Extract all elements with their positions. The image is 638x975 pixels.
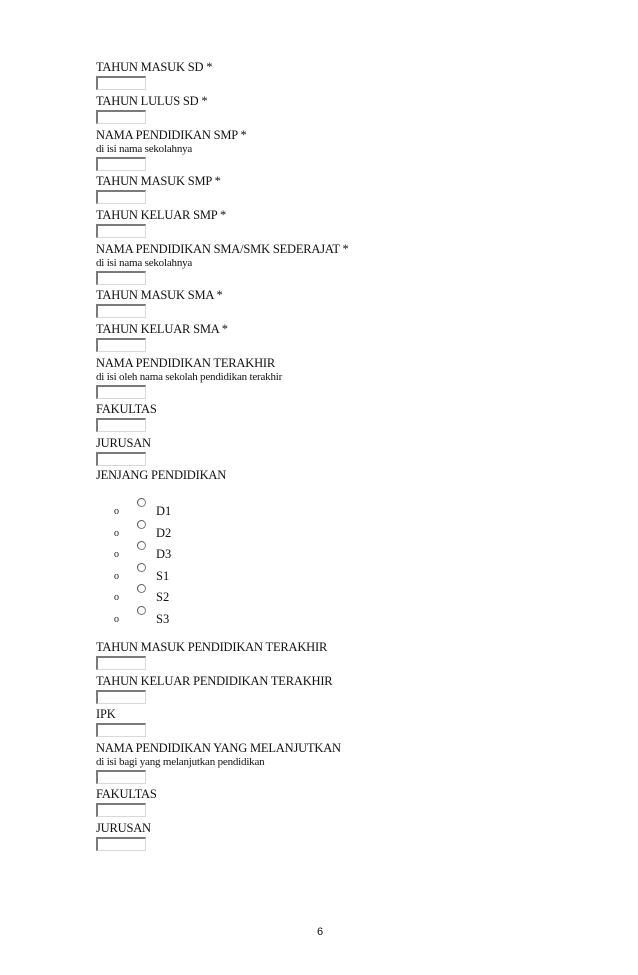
field-label: TAHUN MASUK SMA *	[96, 288, 223, 302]
page-number: 6	[316, 926, 324, 938]
radio-button[interactable]	[137, 563, 146, 572]
field-label: TAHUN LULUS SD *	[96, 94, 208, 108]
field-hint: di isi bagi yang melanjutkan pendidikan	[96, 756, 265, 768]
radio-option-d1[interactable]	[96, 497, 396, 519]
radio-option-s1[interactable]	[96, 562, 396, 584]
text-input[interactable]	[96, 338, 146, 352]
field-label: NAMA PENDIDIKAN TERAKHIR	[96, 356, 275, 370]
field-tahun-keluar-smp	[96, 208, 516, 238]
text-input[interactable]	[96, 157, 146, 171]
field-label: TAHUN KELUAR PENDIDIKAN TERAKHIR	[96, 674, 333, 688]
field-label: FAKULTAS	[96, 787, 157, 801]
field-label: TAHUN MASUK SD *	[96, 60, 213, 74]
text-input[interactable]	[96, 385, 146, 399]
text-input[interactable]	[96, 452, 146, 466]
field-label: IPK	[96, 707, 116, 721]
text-input[interactable]	[96, 190, 146, 204]
text-input[interactable]	[96, 723, 146, 737]
radio-label: S1	[156, 568, 170, 583]
field-jurusan	[96, 436, 516, 466]
field-label: TAHUN KELUAR SMA *	[96, 322, 228, 336]
field-fakultas	[96, 402, 516, 432]
text-input[interactable]	[96, 418, 146, 432]
radio-label: D1	[156, 504, 172, 518]
text-input[interactable]	[96, 271, 146, 285]
list-bullet: o	[114, 527, 119, 539]
field-ipk	[96, 707, 516, 737]
text-input[interactable]	[96, 110, 146, 124]
field-label: NAMA PENDIDIKAN SMP *	[96, 128, 247, 142]
radio-label: S2	[156, 590, 170, 605]
field-hint: di isi nama sekolahnya	[96, 257, 193, 269]
radio-button[interactable]	[137, 584, 146, 593]
list-bullet: o	[114, 592, 119, 604]
field-tahun-lulus-sd	[96, 94, 516, 124]
field-hint: di isi nama sekolahnya	[96, 143, 193, 155]
field-jenjang-pendidikan	[96, 468, 516, 483]
field-nama-terakhir	[96, 356, 516, 399]
text-input[interactable]	[96, 803, 146, 817]
field-tahun-masuk-smp	[96, 174, 516, 204]
radio-button[interactable]	[137, 498, 146, 507]
radio-label: S3	[156, 611, 170, 626]
field-tahun-masuk-sma	[96, 288, 516, 318]
radio-option-s2[interactable]	[96, 583, 396, 605]
field-nama-smp	[96, 128, 516, 171]
radio-option-d2[interactable]	[96, 519, 396, 541]
text-input[interactable]	[96, 690, 146, 704]
field-label: TAHUN KELUAR SMP *	[96, 208, 227, 222]
list-bullet: o	[114, 570, 119, 582]
field-jurusan-lanjut	[96, 821, 516, 851]
text-input[interactable]	[96, 76, 146, 90]
list-bullet: o	[114, 506, 119, 517]
field-tahun-keluar-sma	[96, 322, 516, 352]
field-label: NAMA PENDIDIKAN YANG MELANJUTKAN	[96, 741, 341, 755]
field-label: NAMA PENDIDIKAN SMA/SMK SEDERAJAT *	[96, 242, 349, 256]
field-label: FAKULTAS	[96, 402, 157, 416]
field-label: TAHUN MASUK SMP *	[96, 174, 221, 188]
radio-option-d3[interactable]	[96, 540, 396, 562]
field-tahun-masuk-terakhir	[96, 640, 516, 670]
field-tahun-masuk-sd	[96, 60, 516, 90]
text-input[interactable]	[96, 837, 146, 851]
text-input[interactable]	[96, 224, 146, 238]
radio-button[interactable]	[137, 606, 146, 615]
text-input[interactable]	[96, 304, 146, 318]
radio-button[interactable]	[137, 520, 146, 529]
jenjang-radio-group	[96, 497, 396, 627]
field-nama-lanjut	[96, 741, 516, 784]
field-fakultas-lanjut	[96, 787, 516, 817]
radio-label: D2	[156, 525, 172, 540]
radio-option-s3[interactable]	[96, 605, 396, 627]
radio-label: D3	[156, 547, 172, 562]
field-label: JURUSAN	[96, 436, 151, 450]
radio-button[interactable]	[137, 541, 146, 550]
field-label: JENJANG PENDIDIKAN	[96, 468, 227, 482]
list-bullet: o	[114, 549, 119, 561]
field-tahun-keluar-terakhir	[96, 674, 516, 704]
list-bullet: o	[114, 613, 119, 625]
text-input[interactable]	[96, 656, 146, 670]
field-hint: di isi oleh nama sekolah pendidikan terakhir	[96, 371, 283, 383]
field-nama-sma	[96, 242, 516, 285]
text-input[interactable]	[96, 770, 146, 784]
field-label: JURUSAN	[96, 821, 151, 835]
field-label: TAHUN MASUK PENDIDIKAN TERAKHIR	[96, 640, 328, 654]
